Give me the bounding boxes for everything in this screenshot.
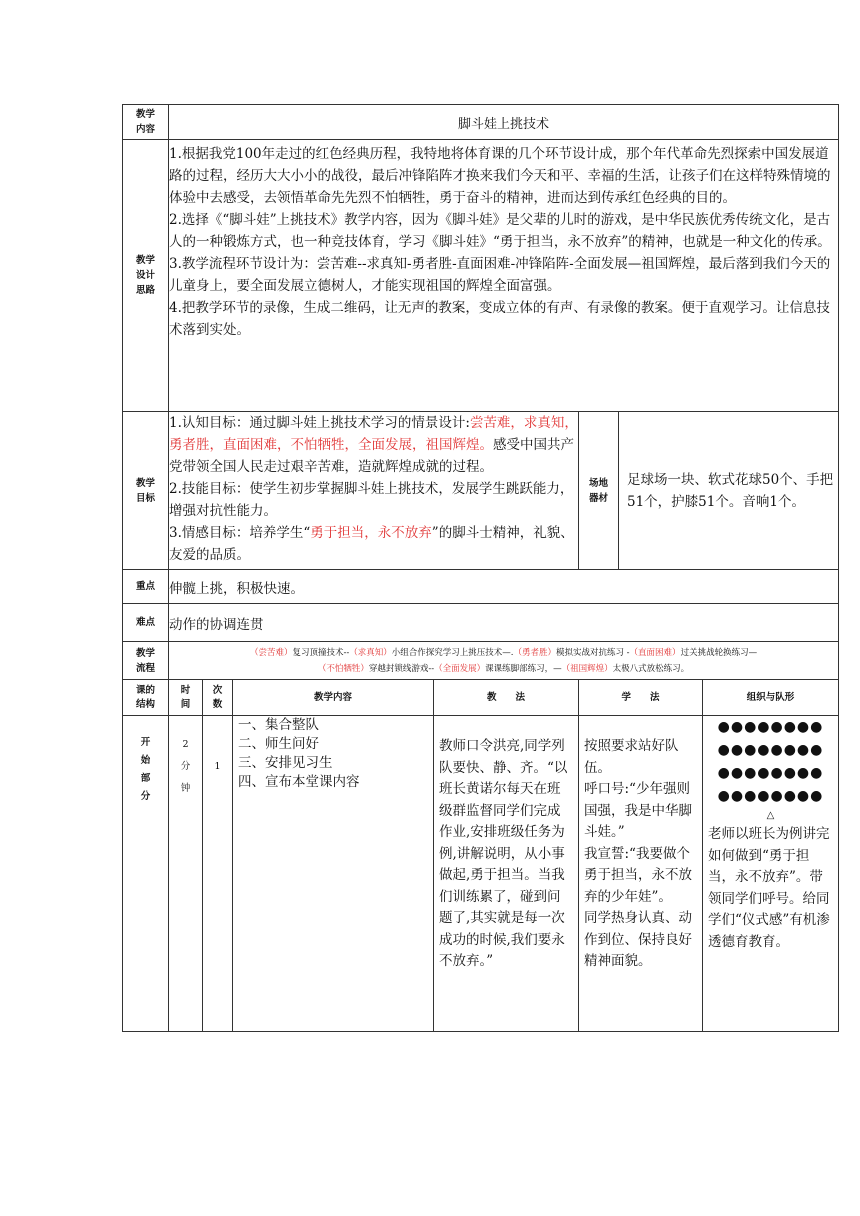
key-point-text: 伸髋上挑，积极快速。 (169, 570, 839, 604)
study-item: 按照要求站好队伍。 (584, 738, 679, 776)
design-paragraph: 2.选择《“脚斗娃”上挑技术》教学内容，因为《脚斗娃》是父辈的儿时的游戏，是中华民族优秀传统文化，是古人的一种锻炼方式，也一种竞技体育，学习《脚斗娃》“勇于担当，永不放弃”的精神，也就是一种文化的传承。 (169, 212, 831, 250)
objective-cognitive: 1.认知目标：通过脚斗娃上挑技术学习的情景设计:尝苦难，求真知，勇者胜，直面困难，不怕牺牲，全面发展，祖国辉煌。感受中国共产党带领全国人民走过艰辛苦难，造就辉煌成就的过程。 (169, 415, 578, 475)
row-design (123, 140, 839, 412)
formation-row: ●●●●●●●● (717, 788, 824, 804)
objectives-text (169, 412, 579, 570)
section-time: 2 分 钟 (169, 716, 203, 1032)
row-start-section (123, 716, 839, 1032)
content-item: 三、安排见习生 (238, 755, 333, 771)
row-objectives (123, 412, 839, 570)
teacher-position-icon: △ (766, 810, 775, 821)
study-item: 我宣誓:“我要做个勇于担当，永不放弃的少年娃”。 (584, 845, 692, 905)
content-item: 四、宣布本堂课内容 (238, 774, 360, 790)
label-flow: 教学 流程 (123, 642, 169, 680)
section-content (233, 716, 434, 1032)
formation-row: ●●●●●●●● (717, 765, 824, 781)
formation-note: 老师以班长为例讲完如何做到“勇于担当，永不放弃”。带领同学们呼号。给同学们“仪式感”有机渗透德育教育。 (708, 826, 830, 950)
col-method: 教 法 (434, 680, 579, 716)
design-paragraph: 3.教学流程环节设计为：尝苦难--求真知-勇者胜-直面困难-冲锋陷阵-全面发展—祖国辉煌，最后落到我们今天的儿童身上，要全面发展立德树人，才能实现祖国的辉煌全面富强。 (169, 256, 831, 294)
row-column-header (123, 680, 839, 716)
col-content: 教学内容 (233, 680, 434, 716)
difficulty-text: 动作的协调连贯 (169, 604, 839, 642)
label-objectives: 教学 目标 (123, 412, 169, 570)
objective-emotion: 3.情感目标：培养学生“勇于担当，永不放弃”的脚斗士精神，礼貌、友爱的品质。 (169, 525, 574, 563)
section-method: 教师口令洪亮,同学列队要快、静、齐。“以班长黄诺尔每天在班级群监督同学们完成作业,安排班级任务为例,讲解说明，从小事做起,勇于担当。当我们训练累了，碰到问题了,其实就是每一次成功的时候,我们要永不放弃。” (434, 716, 579, 1032)
design-paragraph: 1.根据我党100年走过的红色经典历程，我特地将体育课的几个环节设计成，那个年代革命先烈探索中国发展道路的过程，经历大大小小的战役，最后冲锋陷阵才换来我们今天和平、幸福的生活，让孩子们在这样特殊情境的体验中去感受，去领悟革命先先烈不怕牺牲，勇于奋斗的精神，进而达到传承红色经典的目的。 (169, 146, 831, 206)
col-time: 时 间 (169, 680, 203, 716)
label-key-point: 重点 (123, 570, 169, 604)
flow-text: （尝苦难）复习顶撞技术--（求真知）小组合作探究学习上挑压技术—.（勇者胜）模拟实战对抗练习 -（直面困难）过关挑战轮换练习— （不怕牺牲）穿越封锁线游戏--（全面发展）课课练脚部练习，—（祖国辉煌）太极八式放松练习。 (169, 642, 839, 680)
section-name: 开 始 部 分 (123, 716, 169, 1032)
content-item: 一、集合整队 (238, 717, 319, 733)
section-formation (703, 716, 839, 1032)
col-formation: 组织与队形 (703, 680, 839, 716)
formation-row: ●●●●●●●● (717, 719, 824, 735)
row-key-point (123, 570, 839, 604)
formation-row: ●●●●●●●● (717, 742, 824, 758)
col-study: 学 法 (579, 680, 703, 716)
section-study (579, 716, 703, 1032)
label-content: 教学 内容 (123, 105, 169, 140)
label-design: 教学 设计 思路 (123, 140, 169, 412)
label-venue: 场地 器材 (579, 412, 619, 570)
study-item: 呼口号:“少年强则国强，我是中华脚斗娃。” (584, 781, 692, 840)
col-count: 次 数 (203, 680, 233, 716)
design-paragraph: 4.把教学环节的录像，生成二维码，让无声的教案，变成立体的有声、有录像的教案。便于直观学习。让信息技术落到实处。 (169, 300, 830, 338)
label-difficulty: 难点 (123, 604, 169, 642)
content-item: 二、师生问好 (238, 736, 319, 752)
row-flow (123, 642, 839, 680)
row-content (123, 105, 839, 140)
venue-text: 足球场一块、软式花球50个、手把51个，护膝51个。音响1个。 (619, 412, 839, 570)
study-item: 同学热身认真、动作到位、保持良好精神面貌。 (584, 910, 692, 969)
objective-skill: 2.技能目标：使学生初步掌握脚斗娃上挑技术，发展学生跳跃能力，增强对抗性能力。 (169, 481, 574, 519)
design-text (169, 140, 839, 412)
col-structure: 课的 结构 (123, 680, 169, 716)
section-count: 1 (203, 716, 233, 1032)
content-title: 脚斗娃上挑技术 (169, 105, 839, 140)
row-difficulty (123, 604, 839, 642)
lesson-plan-table (122, 104, 839, 1032)
